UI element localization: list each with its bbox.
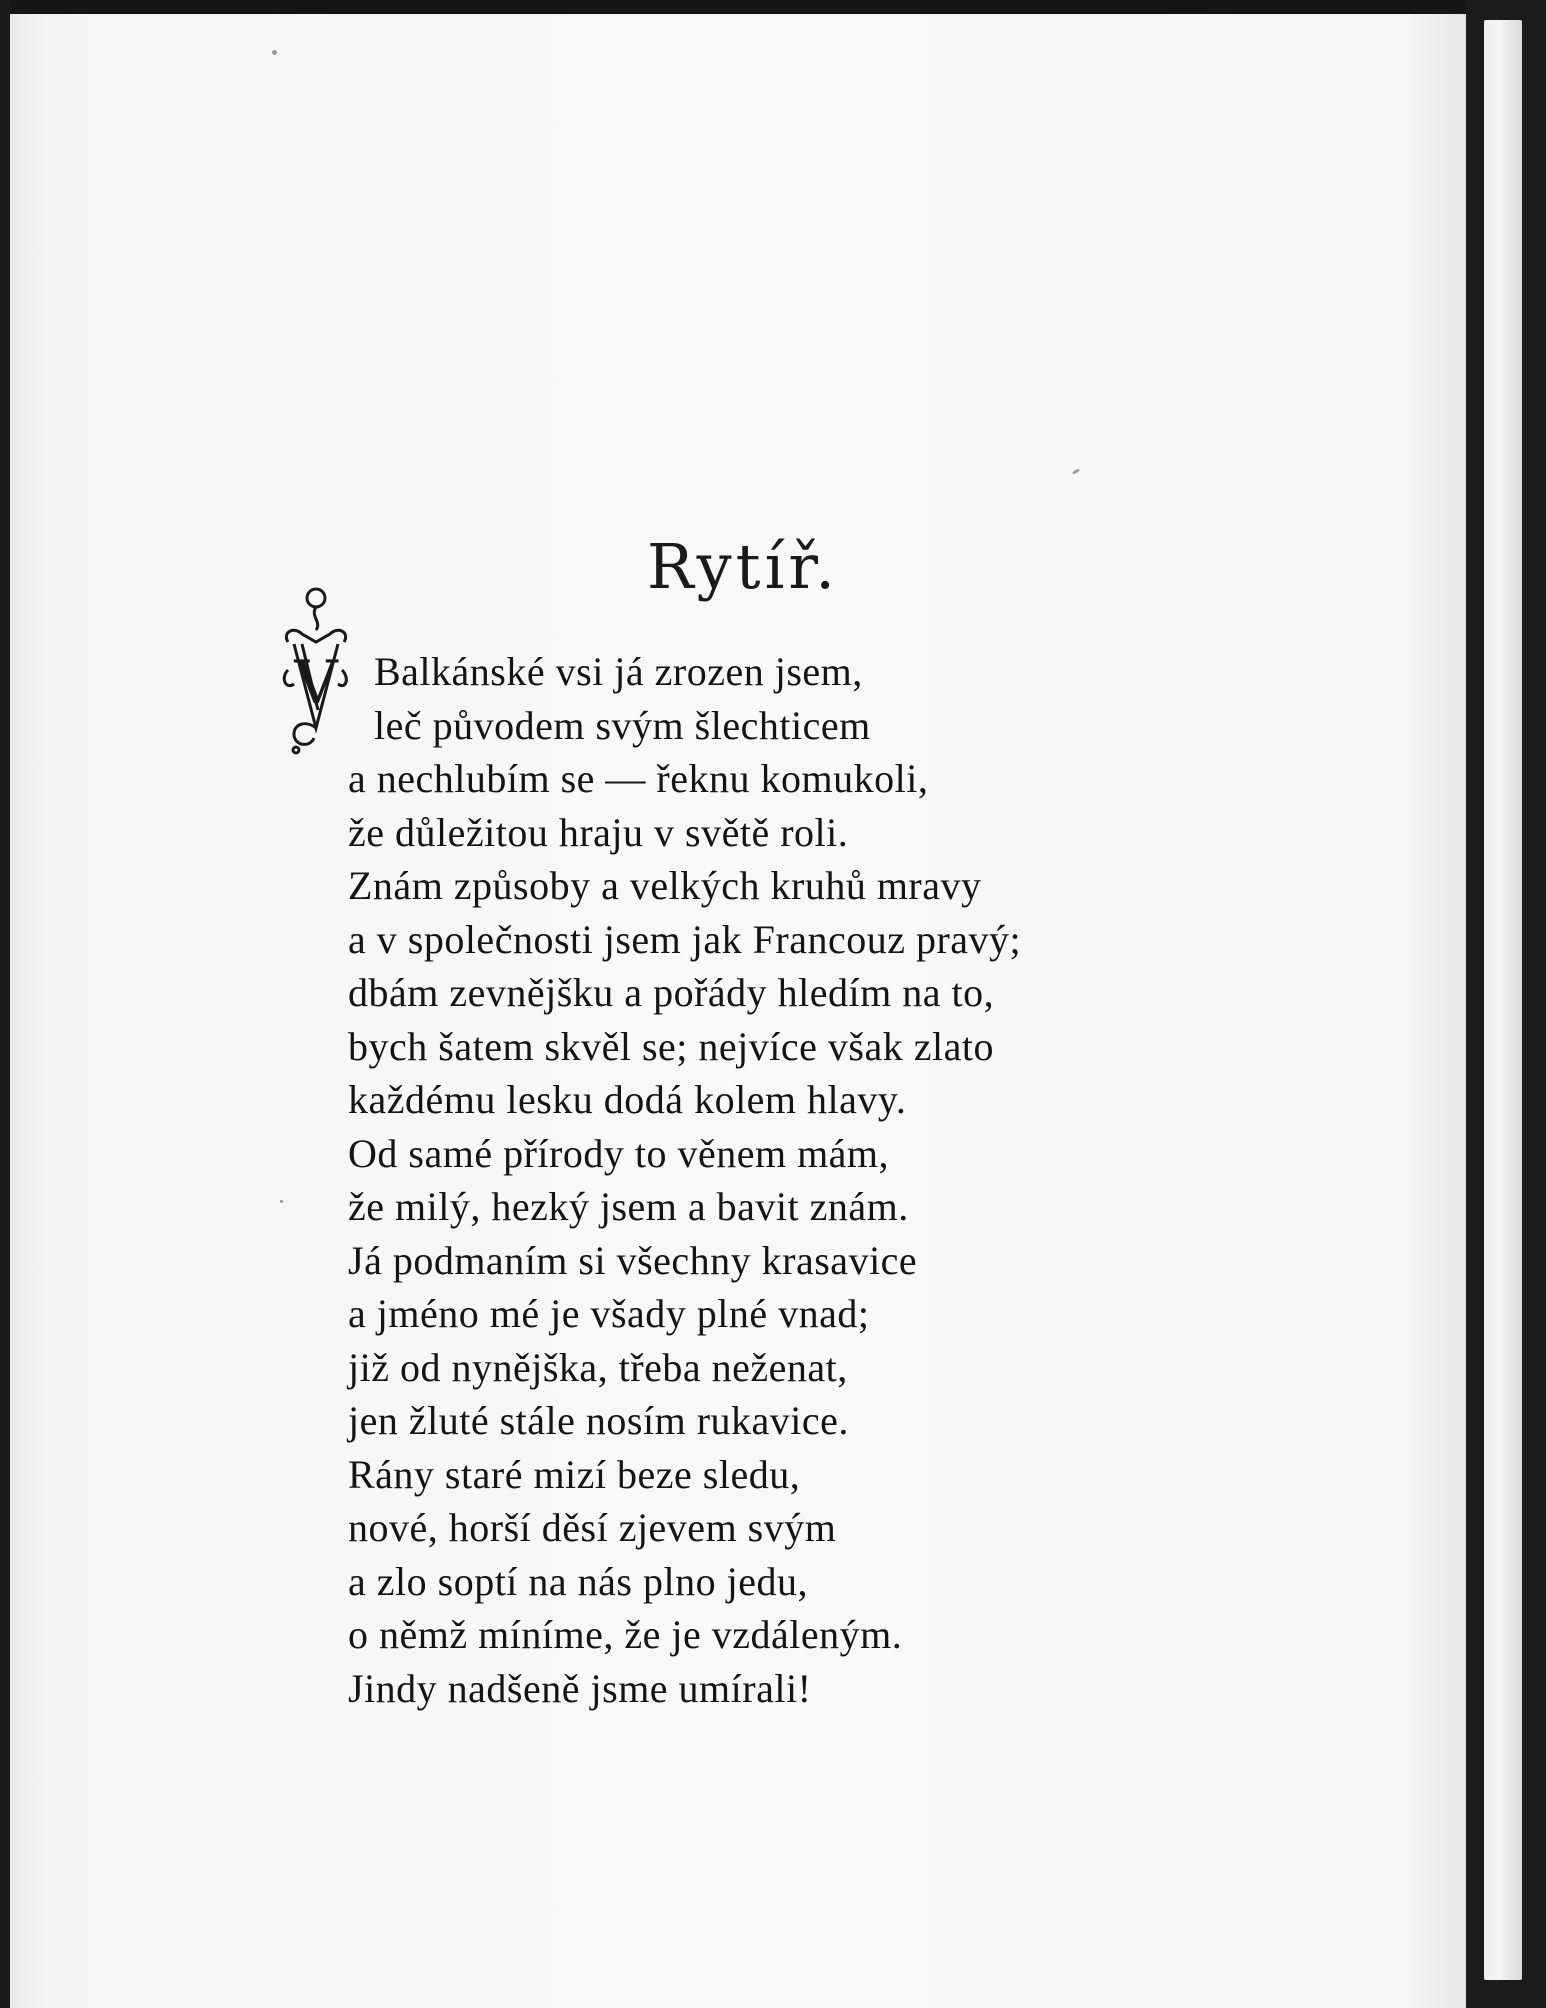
poem-line: a zlo soptí na nás plno jedu,: [348, 1558, 808, 1604]
poem-line: každému lesku dodá kolem hlavy.: [348, 1077, 907, 1122]
poem-line: o němž míníme, že je vzdáleným.: [348, 1612, 903, 1657]
page-top-edge: [10, 0, 1466, 14]
poem-line: leč původem svým šlechticem: [374, 702, 871, 748]
poem-line: a v společnosti jsem jak Francouz pravý;: [348, 916, 1022, 962]
poem-line: Balkánské vsi já zrozen jsem,: [374, 649, 863, 694]
ornamental-drop-cap-v: [280, 578, 352, 756]
poem-line: Rány staré mizí beze sledu,: [348, 1451, 801, 1497]
paper-speck: [1072, 468, 1080, 475]
svg-text:V: V: [294, 648, 338, 718]
poem-line: bych šatem skvěl se; nejvíce však zlato: [348, 1023, 994, 1069]
poem-line: dbám zevnějšku a pořády hledím na to,: [348, 970, 995, 1015]
poem-line: nové, horší děsí zjevem svým: [348, 1505, 837, 1550]
poem-line: Já podmaním si všechny krasavice: [348, 1237, 918, 1283]
poem-line: že důležitou hraju v světě roli.: [348, 809, 849, 855]
next-page-edge: [1484, 20, 1522, 1980]
poem-line: jen žluté stále nosím rukavice.: [348, 1398, 849, 1443]
poem-line: Znám způsoby a velkých kruhů mravy: [348, 863, 982, 908]
poem-line: a jméno mé je všady plné vnad;: [348, 1291, 870, 1336]
paper-speck: [280, 1200, 283, 1203]
poem-line: že milý, hezký jsem a bavit znám.: [348, 1184, 909, 1229]
poem-line: Od samé přírody to věnem mám,: [348, 1130, 890, 1176]
poem-line: Jindy nadšeně jsme umírali!: [348, 1665, 812, 1711]
poem-line: a nechlubím se — řeknu komukoli,: [348, 756, 929, 801]
poem-line: již od nynějška, třeba neženat,: [348, 1344, 848, 1390]
paper-speck: [272, 50, 277, 55]
poem-title: Rytíř.: [647, 530, 839, 603]
poem-lines: [348, 645, 1458, 1715]
